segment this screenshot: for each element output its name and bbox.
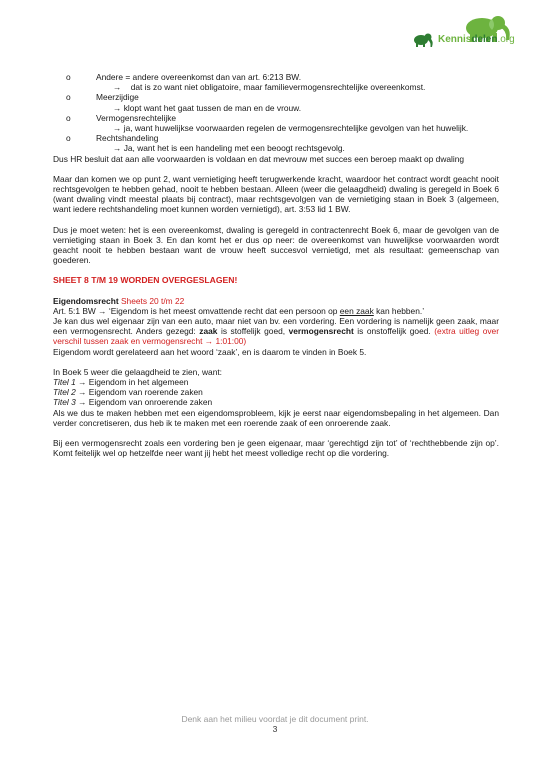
title-line — [53, 397, 499, 407]
arrow-icon: → — [113, 143, 122, 154]
arrow-icon: → — [113, 102, 122, 113]
list-item-detail-text: Ja, want het is een handeling met een beoogt rechtsgevolg. — [123, 143, 345, 154]
arrow-icon: → — [113, 82, 122, 93]
arrow-icon: → — [78, 387, 87, 398]
list-item-detail — [96, 103, 499, 113]
list-item-title: Vermogensrechtelijke — [96, 112, 177, 123]
article-text-end: kan hebben.’ — [373, 305, 425, 316]
list-bullet: o — [66, 133, 71, 144]
list-item-detail — [96, 82, 499, 92]
list-bullet: o — [66, 72, 71, 82]
logo-text-delen: delen — [471, 34, 498, 45]
title-line — [53, 377, 499, 387]
list-item-title: Meerzijdige — [96, 92, 139, 103]
bold-term: zaak — [199, 326, 218, 337]
paragraph: Dus HR besluit dat aan alle voorwaarden is voldaan en dat mevrouw met succes een beroep maakt op dwaling — [53, 153, 465, 164]
list-bullet: o — [66, 112, 71, 123]
list-item — [53, 133, 499, 153]
list-item — [53, 72, 499, 92]
list-item-detail — [96, 143, 499, 153]
text-span: is onstoffelijk goed. — [353, 326, 435, 337]
list-item-title: Rechtshandeling — [96, 133, 159, 144]
list-item-detail-text: dat is zo want niet obligatoire, maar familievermogensrechtelijke overeenkomst. — [130, 82, 426, 93]
list-item — [53, 113, 499, 133]
document-body — [53, 72, 499, 459]
kennisdelen-logo — [408, 14, 528, 54]
text-span: Je kan dus wel eigenaar zijn van een auto, maar niet van bv. een vordering. Een vordering is namelijk geen zaak, maar een vermogensrecht. Anders gezegd: — [53, 316, 499, 337]
paragraph: Eigendom wordt gerelateerd aan het woord ‘zaak’, en is daarom te vinden in Boek 5. — [53, 346, 367, 357]
section-title: Eigendomsrecht — [53, 295, 119, 306]
title-line — [53, 387, 499, 397]
list-bullet: o — [66, 92, 71, 103]
sheet-notice: SHEET 8 T/M 19 WORDEN OVERGESLAGEN! — [53, 275, 238, 286]
paragraph: Bij een vermogensrecht zoals een vordering ben je geen eigenaar, maar ‘gerechtigd zijn tot’ of ‘rechthebbende zijn op’. Komt feitelijk wel op hetzelfde neer want jij hebt het meest volledige recht op die vordering. — [53, 438, 499, 459]
logo-wordmark — [438, 34, 515, 45]
paragraph: Dus je moet weten: het is een overeenkomst, dwaling is geregeld in contractenrecht Boek 6, maar de gevolgen van de vernietiging staan in Boek 3. En dan komt het er dus op neer: de overeenkomst van huwelijkse voorwaarden wordt geacht nooit te hebben bestaan want de vrouw heeft succesvol vernietigd, met als resultaat: gemeenschap van goederen. — [53, 224, 499, 266]
logo-text-org: .org — [497, 34, 515, 45]
list-item-detail-text: klopt want het gaat tussen de man en de vrouw. — [123, 102, 302, 113]
title-label: Titel 3 — [53, 397, 76, 408]
arrow-icon: → — [113, 123, 122, 134]
red-note: (extra uitleg over verschil tussen zaak en vermogensrecht → 1:01:00) — [53, 326, 499, 347]
article-underlined: een zaak — [339, 305, 374, 316]
title-label: Titel 2 — [53, 387, 76, 398]
paragraph: In Boek 5 weer die gelaagdheid te zien, want: — [53, 366, 223, 377]
article-quote — [53, 306, 499, 316]
paragraph: Als we dus te maken hebben met een eigendomsprobleem, kijk je eerst naar eigendomsbepaling in het algemeen. Dan verder concretiseren, dus heb ik te maken met een roerende zaak of een onroerende zaak. — [53, 407, 499, 428]
article-text: Art. 5:1 BW → ‘Eigendom is het meest omvattende recht dat een persoon op — [53, 305, 340, 316]
list-item-detail-text: ja, want huwelijkse voorwaarden regelen de vermogensrechtelijke gevolgen van het huwelijk. — [123, 123, 469, 134]
paragraph — [53, 316, 499, 347]
bold-term: vermogensrecht — [288, 326, 354, 337]
list-item-title: Andere = andere overeenkomst dan van art. 6:213 BW. — [96, 72, 302, 82]
arrow-icon: → — [78, 377, 87, 388]
title-text: Eigendom van roerende zaken — [88, 387, 203, 398]
list-item — [53, 92, 499, 112]
paragraph: Maar dan komen we op punt 2, want vernietiging heeft terugwerkende kracht, waardoor het contract wordt geacht nooit rechtsgevolgen te hebben gehad, nooit te hebben bestaan. Alleen (weer die gelaagdheid) dwaling is geregeld in Boek 6 (want dwaling vindt meestal plaats bij contract), maar rechtsgevolgen van de vernietiging staan in Boek 3 (algemeen, want iedere rechtshandeling moet kunnen worden vernietigd), art. 3:53 lid 1 BW. — [53, 173, 499, 215]
title-text: Eigendom in het algemeen — [88, 377, 189, 388]
list-item-detail — [96, 123, 499, 133]
arrow-icon: → — [78, 397, 87, 408]
title-text: Eigendom van onroerende zaken — [88, 397, 213, 408]
section-sheets: Sheets 20 t/m 22 — [120, 295, 185, 306]
page-number: 3 — [272, 724, 278, 734]
logo-text-kennis: Kennis — [438, 34, 472, 45]
page-footer: Denk aan het milieu voordat je dit document print. — [181, 714, 369, 724]
section-heading — [53, 296, 499, 306]
title-label: Titel 1 — [53, 377, 76, 388]
text-span: is stoffelijk goed, — [217, 326, 289, 337]
